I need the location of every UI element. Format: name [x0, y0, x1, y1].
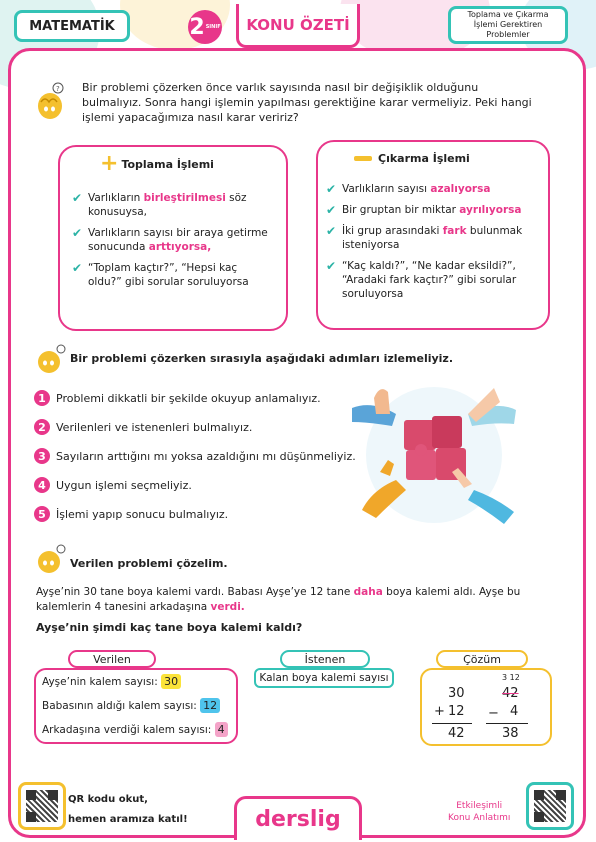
subtraction-card [316, 140, 550, 330]
page-title: KONU ÖZETİ [246, 15, 350, 34]
qr-code-icon [534, 790, 566, 822]
list-item: ✔ İki grup arasındaki fark bulunmak isteniyorsa [326, 224, 523, 251]
svg-text:?: ? [56, 85, 60, 93]
add-operand-b: 12 [448, 704, 465, 719]
given-item: Ayşe’nin kalem sayısı: 30 [42, 674, 181, 689]
minus-icon [354, 156, 372, 161]
topic-box [448, 6, 568, 44]
given-item: Arkadaşına verdiği kalem sayısı: 4 [42, 722, 228, 737]
problem-heading: Verilen problemi çözelim. [70, 557, 228, 570]
thinking-icon [36, 544, 68, 574]
step-number: 5 [34, 506, 50, 522]
interactive-line: Konu Anlatımı [448, 813, 511, 823]
subtraction-title-row [354, 152, 470, 165]
list-item: ✔ Bir gruptan bir miktar ayrılıyorsa [326, 203, 522, 217]
step-4 [34, 477, 192, 493]
given-value: 12 [200, 698, 220, 713]
puzzle-illustration [344, 380, 524, 530]
list-item: ✔ “Kaç kaldı?”, “Ne kadar eksildi?”, “Aradaki fark kaçtır?” gibi sorular soruluyorsa [326, 259, 517, 300]
given-value: 4 [215, 722, 228, 737]
subject-box [14, 10, 130, 42]
step-number: 4 [34, 477, 50, 493]
grade-badge [188, 10, 222, 44]
sub-operand-a: 42 [502, 686, 519, 701]
sub-result: 38 [502, 726, 519, 741]
list-item: ✔ Varlıkların birleştirilmesi söz konusuysa, [72, 191, 247, 218]
wanted-label: İstenen [280, 650, 370, 668]
brand-logo [234, 796, 362, 840]
subtraction-title: Çıkarma İşlemi [378, 152, 470, 165]
check-icon: ✔ [326, 182, 337, 196]
thinking-icon [36, 344, 68, 374]
add-result: 42 [448, 726, 465, 741]
step-1 [34, 390, 321, 406]
given-box [34, 668, 238, 744]
grade-suffix: SINIF [205, 24, 221, 30]
step-3 [34, 448, 356, 464]
sub-borrow: 3 12 [502, 673, 520, 682]
check-icon: ✔ [326, 259, 337, 273]
step-2 [34, 419, 252, 435]
qr-code-left[interactable] [18, 782, 66, 830]
qr-code-icon [26, 790, 58, 822]
check-icon: ✔ [326, 224, 337, 238]
addition-card [58, 145, 288, 331]
list-item: ✔ Varlıkların sayısı azalıyorsa [326, 182, 491, 196]
sub-operand-b: 4 [510, 704, 519, 719]
check-icon: ✔ [72, 261, 83, 275]
step-5 [34, 506, 228, 522]
grade-number: 2 [189, 14, 205, 40]
wanted-box: Kalan boya kalemi sayısı [254, 668, 394, 688]
given-label: Verilen [68, 650, 156, 668]
step-text: İşlemi yapıp sonucu bulmalıyız. [56, 507, 229, 521]
interactive-text [448, 800, 510, 824]
add-operand-a: 30 [448, 686, 465, 701]
qr-text [68, 790, 188, 830]
title-box [236, 4, 360, 48]
interactive-line: Etkileşimli [456, 801, 503, 811]
check-icon: ✔ [326, 203, 337, 217]
addition-title-row [100, 151, 214, 176]
step-text: Uygun işlemi seçmeliyiz. [56, 478, 192, 492]
subject-label: MATEMATİK [29, 18, 115, 34]
list-item: ✔ Varlıkların sayısı bir araya getirme sonucunda arttıyorsa, [72, 226, 268, 253]
sub-line [486, 723, 528, 724]
step-text: Problemi dikkatli bir şekilde okuyup anlamalıyız. [56, 391, 321, 405]
sub-operator: − [488, 706, 499, 721]
problem-question: Ayşe’nin şimdi kaç tane boya kalemi kaldı? [36, 621, 303, 634]
given-item: Babasının aldığı kalem sayısı: 12 [42, 698, 220, 713]
thinking-icon [36, 82, 68, 122]
check-icon: ✔ [72, 191, 83, 205]
intro-text: Bir problemi çözerken önce varlık sayısında nasıl bir değişiklik olduğunu bulmalıyız. Sonra hangi işlemin yapılması gerektiğine karar vermeliyiz. Peki hangi işlemi yapacağımıza nasıl karar veririz? [82, 81, 532, 124]
qr-code-right[interactable] [526, 782, 574, 830]
addition-title: Toplama İşlemi [121, 157, 214, 171]
topic-label: Toplama ve Çıkarma İşlemi Gerektiren Problemler [467, 10, 549, 39]
add-operator: + [434, 704, 445, 719]
steps-heading: Bir problemi çözerken sırasıyla aşağıdaki adımları izlemeliyiz. [70, 352, 454, 365]
step-text: Verilenleri ve istenenleri bulmalıyız. [56, 420, 253, 434]
step-number: 2 [34, 419, 50, 435]
qr-text-line: QR kodu okut, [68, 794, 148, 805]
add-line [432, 723, 472, 724]
solution-box [420, 668, 552, 746]
addition-list [72, 191, 272, 296]
step-text: Sayıların arttığını mı yoksa azaldığını mı düşünmeliyiz. [56, 449, 356, 463]
solution-label: Çözüm [436, 650, 528, 668]
subtraction-list [326, 182, 542, 308]
check-icon: ✔ [72, 226, 83, 240]
brand-name: derslig [255, 807, 341, 832]
list-item: ✔ “Toplam kaçtır?”, “Hepsi kaç oldu?” gibi sorular soruluyorsa [72, 261, 249, 288]
step-number: 1 [34, 390, 50, 406]
plus-icon: + [100, 151, 119, 176]
qr-text-line: hemen aramıza katıl! [68, 814, 188, 825]
problem-text: Ayşe’nin 30 tane boya kalemi vardı. Babası Ayşe’ye 12 tane daha boya kalemi aldı. Ayşe bu kalemlerin 4 tanesini arkadaşına verdi. [36, 586, 521, 613]
step-number: 3 [34, 448, 50, 464]
given-value: 30 [161, 674, 181, 689]
